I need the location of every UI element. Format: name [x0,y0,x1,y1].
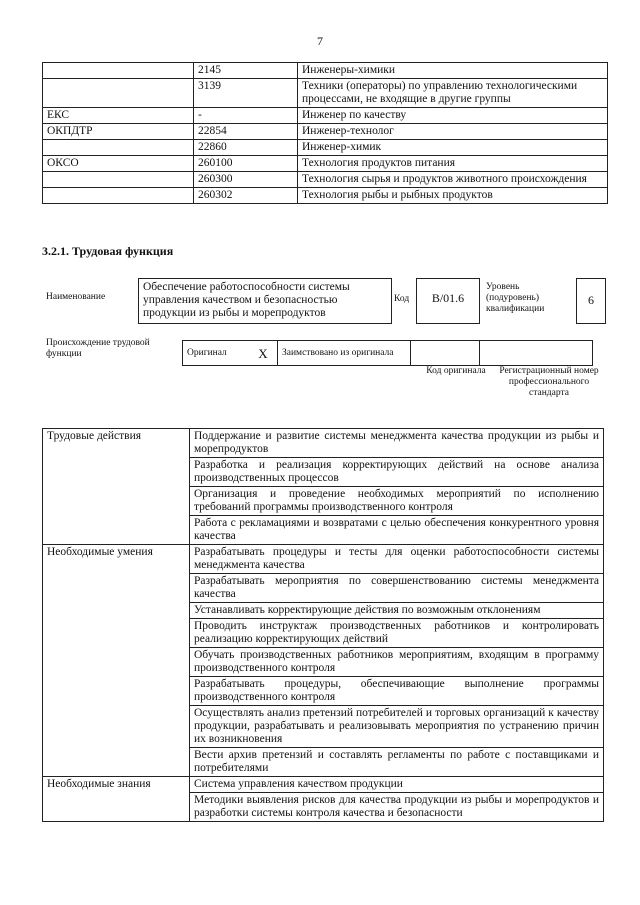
item-cell: Разработка и реализация корректирующих действий на основе анализа производственных процессов [190,458,604,487]
classification-cell-c1 [43,172,194,188]
classification-cell-c2: - [194,108,298,124]
item-cell: Организация и проведение необходимых мероприятий по исполнению требований программы производственного контроля [190,487,604,516]
function-code: В/01.6 [416,278,480,324]
page-number: 7 [317,34,323,48]
qualification-level: 6 [576,278,606,324]
classification-cell-c3: Инженер-химик [298,140,608,156]
item-cell: Разрабатывать мероприятия по совершенствованию системы менеджмента качества [190,574,604,603]
borrowed-label: Заимствовано из оригинала [278,341,411,366]
item-cell: Устанавливать корректирующие действия по возможным отклонениям [190,603,604,619]
item-cell: Поддержание и развитие системы менеджмента качества продукции из рыбы и морепродуктов [190,429,604,458]
classification-cell-c2: 260100 [194,156,298,172]
classification-cell-c3: Технология продуктов питания [298,156,608,172]
origin-code-caption: Код оригинала [426,366,486,376]
item-cell: Работа с рекламациями и возвратами с целью обеспечения конкурентного уровня качества [190,516,604,545]
table-row [43,429,604,458]
item-cell: Вести архив претензий и составлять регламенты по работе с поставщиками и потребителями [190,748,604,777]
category-cell: Трудовые действия [43,429,190,545]
classification-cell-c1: ЕКС [43,108,194,124]
origin-code-cell [411,341,480,366]
classification-cell-c1 [43,63,194,79]
level-label: Уровень (подуровень) квалификации [486,282,545,314]
classification-table [42,62,608,204]
classification-row [43,172,608,188]
item-cell: Система управления качеством продукции [190,777,604,793]
original-mark: Х [249,341,278,366]
classification-cell-c1: ОКПДТР [43,124,194,140]
origin-table [182,340,593,366]
classification-cell-c3: Инженеры-химики [298,63,608,79]
original-label: Оригинал [183,341,250,366]
classification-row [43,79,608,108]
classification-row [43,188,608,204]
item-cell: Обучать производственных работников мероприятиям, входящим в программу производственного контроля [190,648,604,677]
category-cell: Необходимые знания [43,777,190,822]
reg-number-caption: Регистрационный номер профессионального стандарта [499,366,599,398]
table-row [43,777,604,793]
classification-row [43,108,608,124]
item-cell: Методики выявления рисков для качества продукции из рыбы и морепродуктов и разработки системы контроля качества и безопасности [190,793,604,822]
function-name: Обеспечение работоспособности системы управления качеством и безопасностью продукции из рыбы и морепродуктов [138,278,392,324]
classification-row [43,63,608,79]
classification-cell-c2: 3139 [194,79,298,108]
classification-cell-c1 [43,188,194,204]
name-label: Наименование [46,292,106,302]
classification-cell-c3: Техники (операторы) по управлению технологическими процессами, не входящие в другие группы [298,79,608,108]
classification-cell-c1: ОКСО [43,156,194,172]
classification-cell-c1 [43,140,194,156]
classification-cell-c3: Технология рыбы и рыбных продуктов [298,188,608,204]
item-cell: Разрабатывать процедуры и тесты для оценки работоспособности системы менеджмента качества [190,545,604,574]
reg-number-cell [480,341,593,366]
classification-cell-c2: 260302 [194,188,298,204]
classification-cell-c2: 22854 [194,124,298,140]
classification-cell-c3: Инженер-технолог [298,124,608,140]
classification-cell-c3: Инженер по качеству [298,108,608,124]
classification-cell-c2: 2145 [194,63,298,79]
origin-label: Происхождение трудовой функции [46,338,150,359]
classification-row [43,124,608,140]
category-cell: Необходимые умения [43,545,190,777]
item-cell: Осуществлять анализ претензий потребителей и торговых организаций к качеству продукции, разрабатывать и реализовывать мероприятия по устранению причин их возникновения [190,706,604,748]
code-label: Код [394,294,410,304]
classification-row [43,156,608,172]
classification-row [43,140,608,156]
classification-cell-c2: 260300 [194,172,298,188]
classification-cell-c3: Технология сырья и продуктов животного происхождения [298,172,608,188]
item-cell: Разрабатывать процедуры, обеспечивающие выполнение программы производственного контроля [190,677,604,706]
classification-cell-c1 [43,79,194,108]
item-cell: Проводить инструктаж производственных работников и контролировать реализацию корректирующих действий [190,619,604,648]
classification-cell-c2: 22860 [194,140,298,156]
function-details-table [42,428,604,822]
section-title: 3.2.1. Трудовая функция [42,244,174,258]
table-row [43,545,604,574]
